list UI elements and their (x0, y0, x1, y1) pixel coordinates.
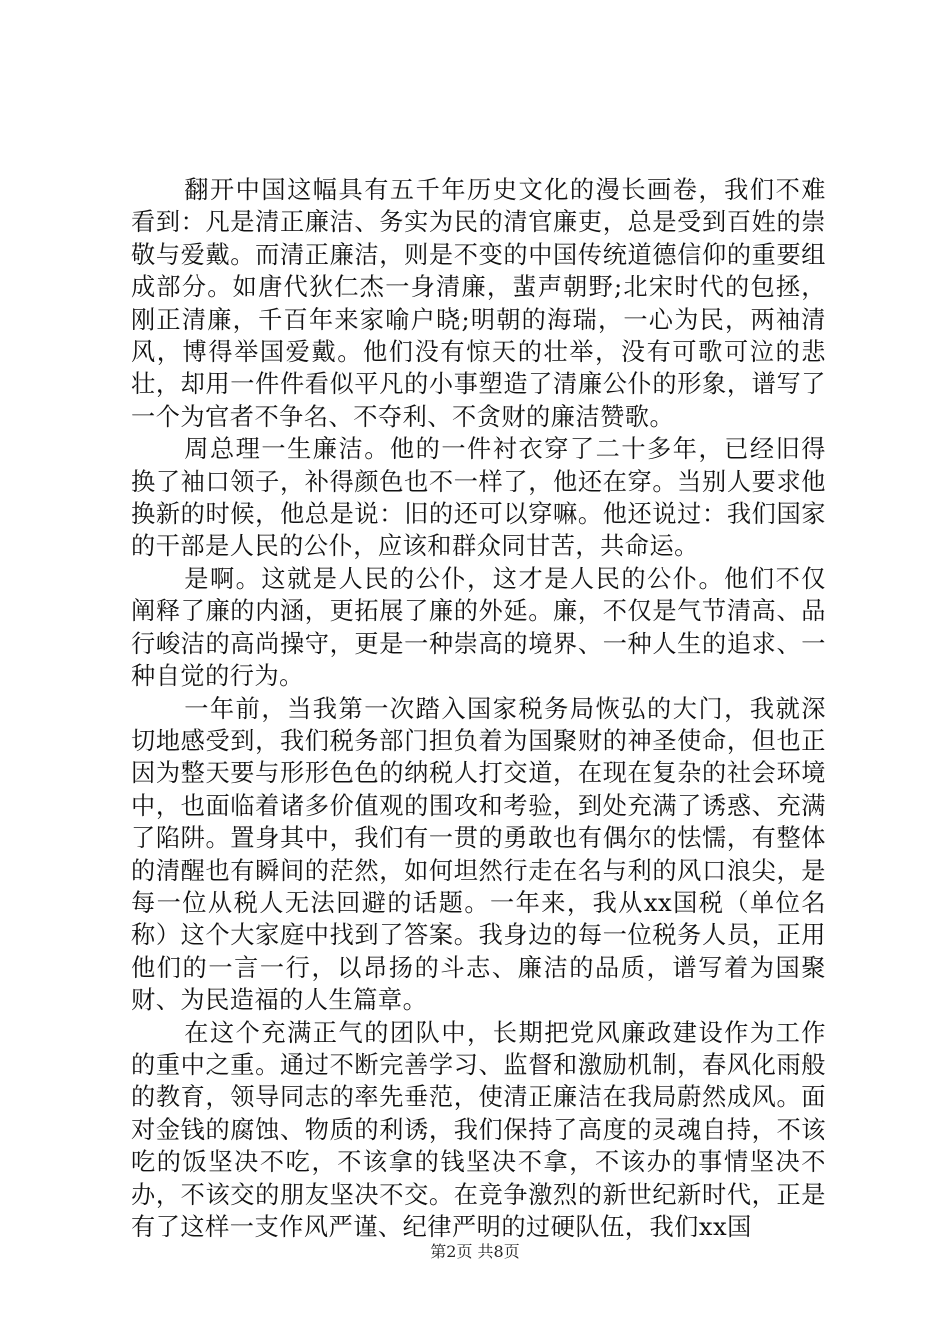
page-footer (0, 1242, 950, 1262)
paragraph-2: 周总理一生廉洁。他的一件衬衣穿了二十多年，已经旧得换了袖口领子，补得颜色也不一样了，他还在穿。当别人要求他换新的时候，他总是说：旧的还可以穿嘛。他还说过：我们国家的干部是人民的公仆，应该和群众同甘苦，共命运。 (131, 435, 826, 561)
page-number-label: 第2页 共8页 (430, 1242, 520, 1261)
paragraph-3: 是啊。这就是人民的公仆，这才是人民的公仆。他们不仅阐释了廉的内涵，更拓展了廉的外延。廉，不仅是气节清高、品行峻洁的高尚操守，更是一种崇高的境界、一种人生的追求、一种自觉的行为。 (131, 564, 826, 691)
paragraph-5: 在这个充满正气的团队中，长期把党风廉政建设作为工作的重中之重。通过不断完善学习、监督和激励机制，春风化雨般的教育，领导同志的率先垂范，使清正廉洁在我局蔚然成风。面对金钱的腐蚀、物质的利诱，我们保持了高度的灵魂自持，不该吃的饭坚决不吃，不该拿的钱坚决不拿，不该办的事情坚决不办，不该交的朋友坚决不交。在竞争激烈的新世纪新时代，正是有了这样一支作风严谨、纪律严明的过硬队伍，我们xx国 (131, 1018, 826, 1241)
paragraph-1: 翻开中国这幅具有五千年历史文化的漫长画卷，我们不难看到：凡是清正廉洁、务实为民的清官廉吏，总是受到百姓的崇敬与爱戴。而清正廉洁，则是不变的中国传统道德信仰的重要组成部分。如唐代狄仁杰一身清廉，蜚声朝野;北宋时代的包拯，刚正清廉，千百年来家喻户晓;明朝的海瑞，一心为民，两袖清风，博得举国爱戴。他们没有惊天的壮举，没有可歌可泣的悲壮，却用一件件看似平凡的小事塑造了清廉公仆的形象，谱写了一个为官者不争名、不夺利、不贪财的廉洁赞歌。 (131, 176, 826, 431)
document-body (131, 174, 826, 1243)
paragraph-4: 一年前，当我第一次踏入国家税务局恢弘的大门，我就深切地感受到，我们税务部门担负着为国聚财的神圣使命，但也正因为整天要与形形色色的纳税人打交道，在现在复杂的社会环境中，也面临着诸多价值观的围攻和考验，到处充满了诱惑、充满了陷阱。置身其中，我们有一贯的勇敢也有偶尔的怯懦，有整体的清醒也有瞬间的茫然，如何坦然行走在名与利的风口浪尖，是每一位从税人无法回避的话题。一年来，我从xx国税（单位名称）这个大家庭中找到了答案。我身边的每一位税务人员，正用他们的一言一行，以昂扬的斗志、廉洁的品质，谱写着为国聚财、为民造福的人生篇章。 (131, 694, 826, 1015)
